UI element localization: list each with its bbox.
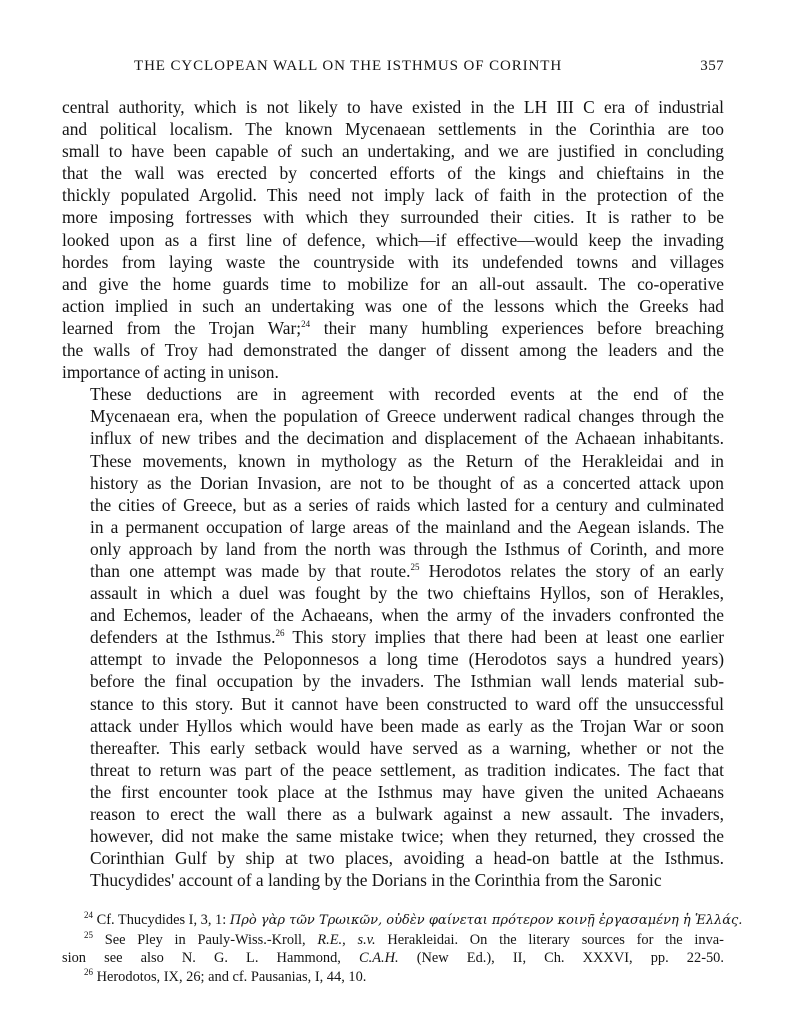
running-title: THE CYCLOPEAN WALL ON THE ISTHMUS OF CORINTH [134, 58, 563, 74]
text-line: influx of new tribes and the decimation and displacement of the Achaean inhabitants. [90, 428, 724, 449]
text-segment: Herodotos relates the story of an early [419, 560, 724, 581]
footnote-reference: 25 [410, 562, 420, 573]
text-line: thereafter. This early setback would have served as a warning, whether or not the [90, 737, 724, 758]
footnote-text: , [342, 931, 346, 948]
footnote-abbrev: C.A.H. [359, 950, 399, 967]
text-segment: This story implies that there had been at least one earlier [284, 627, 724, 648]
text-line: threat to return was part of the peace settlement, as tradition indicates. The fact that [90, 759, 724, 780]
text-line: attack under Hyllos which would have been made as early as the Trojan War or soon [90, 715, 724, 736]
page [62, 58, 743, 986]
text-segment: their many humbling experiences before breaching [310, 317, 724, 338]
text-line: and Echemos, leader of the Achaeans, when the army of the invaders confronted the [90, 605, 724, 626]
footnote-mark: 26 [84, 967, 93, 978]
text-line: central authority, which is not likely to have existed in the LH III C era of industrial [62, 97, 724, 117]
text-line: hordes from laying waste the countryside with its undefended towns and villages [62, 251, 724, 272]
text-line: small to have been capable of such an undertaking, and we are justified in concluding [62, 141, 724, 162]
running-header [62, 58, 724, 84]
footnote-reference: 26 [275, 628, 285, 639]
footnote-25 [62, 931, 724, 950]
footnote-text: Cf. Thucydides I, 3, 1: [96, 912, 227, 929]
text-line [62, 317, 724, 339]
text-line: thickly populated Argolid. This need not imply lack of faith in the protection of the [62, 185, 724, 206]
paragraph-2 [62, 383, 724, 891]
text-line [62, 560, 724, 582]
text-segment: than one attempt was made by that route. [90, 560, 411, 581]
text-line: looked upon as a first line of defence, which—if effective—would keep the invading [62, 229, 724, 250]
footnote-text: (New Ed.), II, Ch. XXXVI, pp. 22-50. [416, 950, 724, 967]
text-line: before the final occupation by the invaders. The Isthmian wall lends material sub- [90, 671, 724, 692]
body-text [62, 96, 724, 891]
footnotes [62, 910, 743, 986]
text-line: Mycenaean era, when the population of Greece underwent radical changes through the [90, 406, 724, 427]
text-line: and give the home guards time to mobilize for an all-out assault. The co-operative [62, 273, 724, 294]
text-line: the first encounter took place at the Isthmus may have given the united Achaeans [90, 781, 724, 802]
text-line: Corinthian Gulf by ship at two places, avoiding a head-on battle at the Isthmus. [90, 848, 724, 869]
paragraph-1 [62, 96, 724, 383]
text-line: importance of acting in unison. [62, 362, 279, 383]
text-line: only approach by land from the north was through the Isthmus of Corinth, and more [90, 538, 724, 559]
text-line: attempt to invade the Peloponnesos a long time (Herodotos says a hundred years) [90, 649, 724, 670]
page-number: 357 [700, 58, 724, 74]
text-line: These deductions are in agreement with recorded events at the end of the [90, 384, 724, 405]
text-line: action implied in such an undertaking was one of the lessons which the Greeks had [62, 295, 724, 316]
text-line: that the wall was erected by concerted efforts of the kings and chieftains in the [62, 163, 724, 184]
text-line: These movements, known in mythology as the Return of the Herakleidai and in [90, 450, 724, 471]
text-line: history as the Dorian Invasion, are not to be thought of as a concerted attack upon [90, 472, 724, 493]
footnote-25-continued [62, 949, 724, 968]
text-line: and political localism. The known Mycenaean settlements in the Corinthia are too [62, 119, 724, 140]
footnote-abbrev: R.E. [317, 931, 343, 948]
footnote-26 [62, 968, 724, 987]
text-line: the walls of Troy had demonstrated the danger of dissent among the leaders and the [62, 340, 724, 361]
text-segment: learned from the Trojan War; [62, 317, 302, 338]
text-line: in a permanent occupation of large areas of the mainland and the Aegean islands. The [90, 516, 724, 537]
footnote-abbrev: s.v. [357, 931, 376, 948]
footnote-text: Herodotos, IX, 26; and cf. Pausanias, I, 44, 10. [96, 968, 367, 985]
footnote-reference: 24 [301, 319, 311, 330]
text-line: Thucydides' account of a landing by the Dorians in the Corinthia from the Saronic [90, 870, 662, 891]
text-line: however, did not make the same mistake twice; when they returned, they crossed the [90, 826, 724, 847]
text-segment: defenders at the Isthmus. [90, 627, 276, 648]
text-line: reason to erect the wall there as a bulwark against a new assault. The invaders, [90, 804, 724, 824]
footnote-text: See Pley in Pauly-Wiss.-Kroll, [104, 931, 306, 948]
greek-quotation: Πρὸ γὰρ τῶν Τρωικῶν, οὐδὲν φαίνεται πρότερον κοινῇ ἐργασαμένη ἡ Ἑλλάς. [229, 913, 743, 929]
footnote-text: Herakleidai. On the literary sources for the inva- [387, 931, 724, 948]
text-line: stance to this story. But it cannot have been constructed to ward off the unsuccessful [90, 693, 724, 714]
text-line [62, 626, 724, 648]
text-line: more imposing fortresses with which they surrounded their cities. It is rather to be [62, 207, 724, 228]
text-line: the cities of Greece, but as a series of raids which lasted for a century and culminated [90, 494, 724, 515]
footnote-mark: 25 [84, 930, 93, 941]
text-line: assault in which a duel was fought by the two chieftains Hyllos, son of Herakles, [90, 583, 724, 604]
footnote-text: sion see also N. G. L. Hammond, [62, 950, 341, 967]
footnote-24 [62, 910, 743, 931]
footnote-mark: 24 [84, 910, 93, 921]
